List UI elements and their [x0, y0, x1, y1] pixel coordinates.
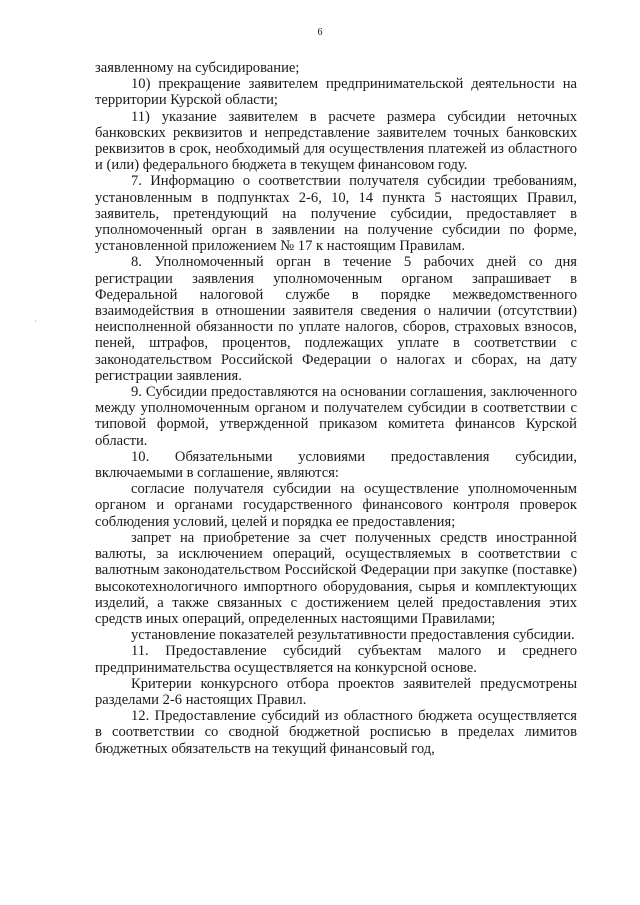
- paragraph: 9. Субсидии предоставляются на основании соглашения, заключенного между уполномоченным органом и получателем субсидии в соответствии с типовой формой, утвержденной приказом комитета финансов Курской области.: [95, 384, 577, 449]
- paragraph: 11) указание заявителем в расчете размера субсидии неточных банковских реквизитов и непредставление заявителем точных банковских реквизитов в срок, необходимый для осуществления платежей из областного и (или) федерального бюджета в текущем финансовом году.: [95, 108, 577, 174]
- paragraph: 10. Обязательными условиями предоставления субсидии, включаемыми в соглашение, являются:: [95, 448, 577, 482]
- paragraph: заявленному на субсидирование;: [95, 60, 300, 76]
- page-number: 6: [317, 27, 323, 38]
- paragraph: запрет на приобретение за счет полученных средств иностранной валюты, за исключением операций, осуществляемых в соответствии с валютным законодательством Российской Федерации при закупке (поставке) высокотехнологичного импортного оборудования, сырья и комплектующих изделий, а также связанных с достижением целей предоставления этих средств иных операций, определенных настоящими Правилами;: [95, 529, 577, 627]
- paragraph: 10) прекращение заявителем предпринимательской деятельности на территории Курской области;: [95, 76, 577, 109]
- paragraph: Критерии конкурсного отбора проектов заявителей предусмотрены разделами 2-6 настоящих Правил.: [95, 675, 577, 708]
- stray-mark: ·: [34, 316, 37, 326]
- document-body: [95, 60, 577, 757]
- paragraph: 8. Уполномоченный орган в течение 5 рабочих дней со дня регистрации заявления уполномоченным органом запрашивает в Федеральной налоговой службе в порядке межведомственного взаимодействия в отношении заявителя сведения о наличии (отсутствии) неисполненной обязанности по уплате налогов, сборов, страховых взносов, пеней, штрафов, процентов, подлежащих уплате в соответствии с законодательством Российской Федерации о налогах и сборах, на дату регистрации заявления.: [95, 254, 577, 384]
- paragraph: 11. Предоставление субсидий субъектам малого и среднего предпринимательства осуществляется на конкурсной основе.: [95, 643, 577, 676]
- paragraph: согласие получателя субсидии на осуществление уполномоченным органом и органами государственного финансового контроля проверок соблюдения условий, целей и порядка ее предоставления;: [95, 481, 577, 530]
- paragraph: установление показателей результативности предоставления субсидии.: [131, 627, 575, 644]
- paragraph: 7. Информацию о соответствии получателя субсидии требованиям, установленным в подпунктах 2-6, 10, 14 пункта 5 настоящих Правил, заявитель, претендующий на получение субсидии, предоставляет в уполномоченный орган в заявлении на получение субсидии по форме, установленной приложением № 17 к настоящим Правилам.: [95, 173, 577, 255]
- paragraph: 12. Предоставление субсидий из областного бюджета осуществляется в соответствии со сводной бюджетной росписью в пределах лимитов бюджетных обязательств на текущий финансовый год,: [95, 708, 577, 757]
